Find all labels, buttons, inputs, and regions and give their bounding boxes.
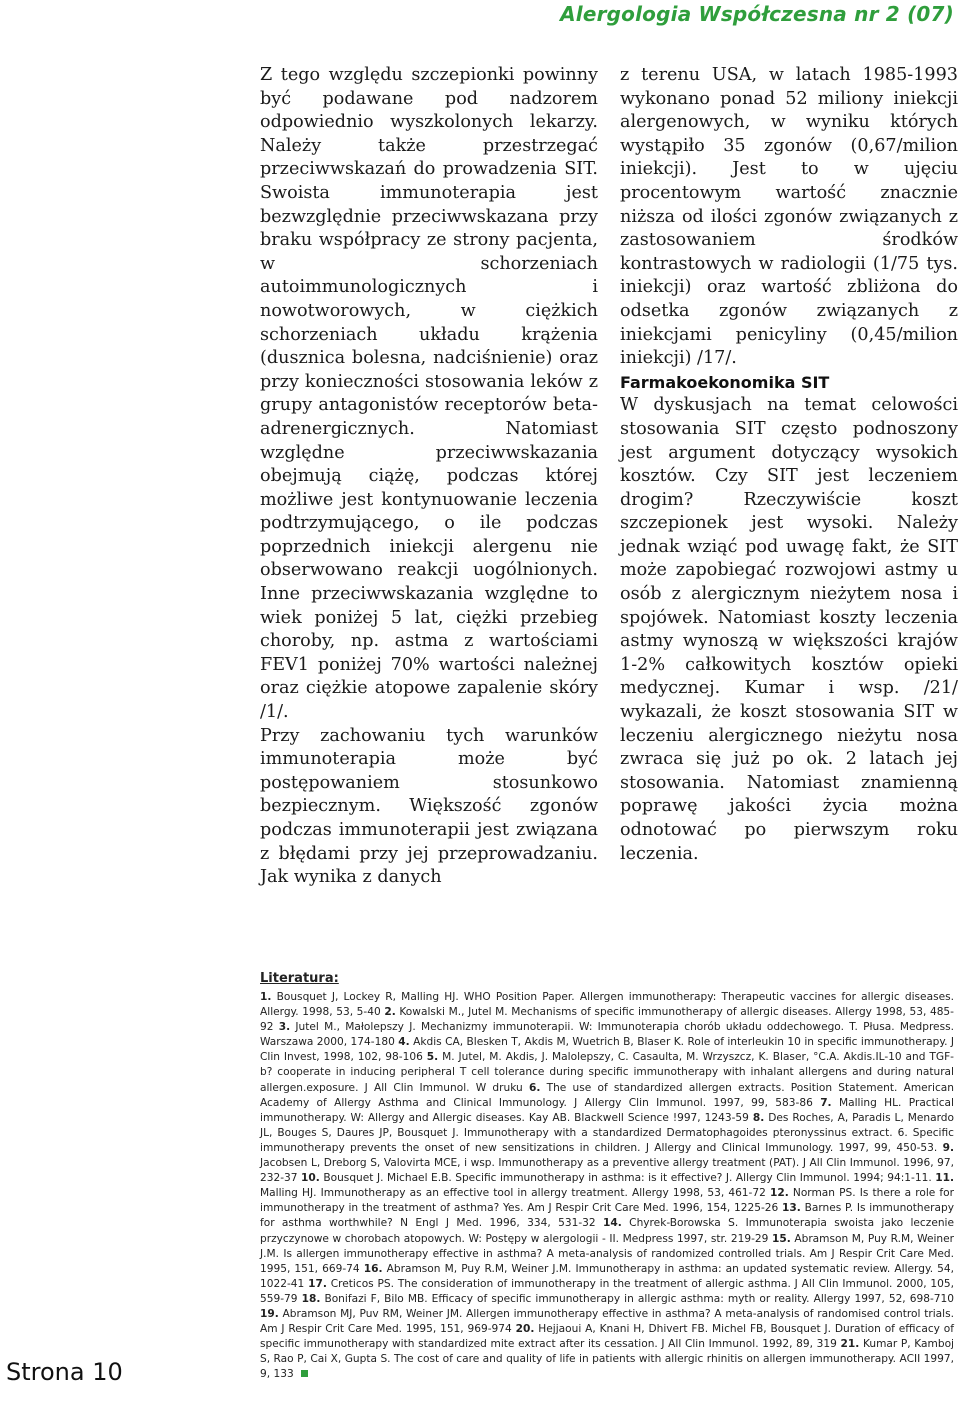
reference-number: 21.: [840, 1338, 860, 1351]
reference-text: Norman PS. Is there a role for immunotherapy in the treatment of asthma? Yes. Am J Respir Crit Care Med. 1996, 154, 1225-26: [260, 1187, 954, 1215]
reference-text: Bousquet J. Michael E.B. Specific immunotherapy in asthma: is it effective? J. Allergy Clin Immunol. 1994; 94:1-11.: [323, 1172, 932, 1185]
reference-number: 15.: [771, 1232, 791, 1245]
reference-number: 11.: [935, 1172, 954, 1185]
reference-text: Chyrek-Borowska S. Immunoterapia swoista jako leczenie przyczynowe w chorobach atopowych. W: Postępy w alergologii - II. Medpress 1997, str. 219-29: [260, 1217, 955, 1245]
reference-number: 8.: [752, 1111, 765, 1124]
reference-text: Jacobsen L, Dreborg S, Valovirta MCE, i wsp. Immunotherapy as a preventive allergy treatment (PAT). J All Clin Immunol. 1996, 97, 232-37: [260, 1157, 954, 1185]
body-paragraph: W dyskusjach na temat celowości stosowania SIT często podnoszony jest argument dotyczący wysokich kosztów. Czy SIT jest leczeniem drogim? Rzeczywiście koszt szczepionek jest wysoki. Należy jednak wziąć pod uwagę fakt, że SIT może zapobiegać rozwojowi astmy u osób z alergicznym nieżytem nosa i spojówek. Natomiast koszty leczenia astmy wynoszą w większości krajów 1-2% całkowitych kosztów opieki medycznej. Kumar i wsp. /21/ wykazali, że koszt stosowania SIT w leczeniu alergicznego nieżytu nosa zwraca się już po ok. 2 latach jej stosowania. Natomiast znamienną poprawę jakości życia można odnotować po pierwszym roku leczenia.: [620, 395, 958, 864]
references-list: [260, 990, 954, 1382]
reference-number: 19.: [260, 1307, 279, 1320]
reference-text: Des Roches, A, Paradis L, Menardo JL, Bouges S, Daures JP, Bousquet J. Immunotherapy with a standardized Dermatophagoides pteronyssinus extract. 6. Specific immunotherapy prevents the onset of new sensitizations in children. J Allergy and Clinical Immunology. 1997, 99, 450-53.: [260, 1111, 954, 1154]
body-paragraph: Przy zachowaniu tych warunków immunoterapia może być postępowaniem stosunkowo bezpiecznym. Większość zgonów podczas immunoterapii jest związana z błędami przy jej przeprowadzaniu. Jak wynika z danych: [260, 725, 598, 888]
reference-text: Barnes P. Is immunotherapy for asthma worthwhile? N Engl J Med. 1996, 334, 531-32: [260, 1202, 954, 1230]
reference-text: Bousquet J, Lockey R, Malling HJ. WHO Position Paper. Allergen immunotherapy: Therapeutic vaccines for allergic diseases. Allergy. 1998, 53, 5-40: [260, 991, 954, 1019]
reference-number: 7.: [820, 1096, 832, 1109]
reference-number: 13.: [782, 1202, 801, 1215]
reference-text: Hejjaoui A, Knani H, Dhivert FB. Michel FB, Bousquet J. Duration of efficacy of specific immunotherapy with standardized mite extract after its cessation. J All Clin Immunol. 1992, 89, 319: [260, 1323, 954, 1351]
reference-number: 10.: [301, 1172, 320, 1185]
reference-text: Abramson MJ, Puv RM, Weiner JM. Allergen immunotherapy effective in asthma? A meta-analysis of randomised control trials. Am J Respir Crit Care Med. 1995, 151, 969-974: [260, 1307, 954, 1336]
journal-title: Alergologia Współczesna nr 2 (07): [560, 2, 954, 26]
reference-number: 16.: [363, 1262, 383, 1275]
body-column-left: [260, 64, 598, 890]
reference-number: 12.: [769, 1187, 789, 1200]
references-section: [260, 970, 954, 1382]
reference-number: 9.: [942, 1141, 954, 1154]
reference-number: 18.: [301, 1292, 321, 1305]
reference-text: Malling HL. Practical immunotherapy. W: Allergy and Allergic diseases. Kay AB. Blackwell Science !997, 1243-59: [260, 1096, 954, 1124]
section-heading: Farmakoekonomika SIT: [620, 372, 830, 392]
end-of-article-mark: [301, 1370, 308, 1377]
body-paragraph: z terenu USA, w latach 1985-1993 wykonano ponad 52 miliony iniekcji alergenowych, w wyniku których wystąpiło 35 zgonów (0,67/milion iniekcji). Jest to w ujęciu procentowym wartość znacznie niższa od ilości zgonów związanych z zastosowaniem środków kontrastowych w radiologii (1/75 tys. iniekcji) oraz wartość zbliżona do odsetka zgonów związanych z iniekcjami penicyliny (0,45/milion iniekcji) /17/.: [620, 65, 958, 369]
reference-text: M. Jutel, M. Akdis, J. Malolepszy, C. Casaulta, M. Wrzyszcz, K. Blaser, °C.A. Akdis.IL-10 and TGF-b? cooperate in inducing peripheral T cell tolerance during specific immunotherapy with inhalant allergens and during natural allergen.exposure. J All Clin Immunol. W druku: [260, 1051, 955, 1094]
reference-number: 6.: [528, 1081, 541, 1094]
page-number: Strona 10: [6, 1358, 123, 1386]
reference-text: Bonifazi F, Bilo MB. Efficacy of specific immunotherapy in allergic asthma: myth or reality. Allergy 1997, 52, 698-710: [324, 1292, 954, 1305]
reference-number: 1.: [260, 991, 272, 1003]
reference-text: Abramson M, Puy R.M, Weiner J.M. Immunotherapy in asthma: an updated systematic review. Allergy. 54, 1022-41: [260, 1262, 955, 1290]
reference-number: 20.: [515, 1323, 535, 1336]
reference-number: 2.: [384, 1006, 396, 1019]
reference-text: The use of standardized allergen extracts. Position Statement. American Academy of Allergy Asthma and Clinical Immunology. J Allergy Clin Immunol. 1997, 99, 583-86: [260, 1081, 954, 1109]
body-paragraph: Z tego względu szczepionki powinny być podawane pod nadzorem odpowiednio wyszkolonych lekarzy. Należy także przestrzegać przeciwwskazań do prowadzenia SIT. Swoista immunoterapia jest bezwzględnie przeciwwskazana przy braku współpracy ze strony pacjenta, w schorzeniach autoimmunologicznych i nowotworowych, w ciężkich schorzeniach układu krążenia (dusznica bolesna, nadciśnienie) oraz przy konieczności stosowania leków z grupy antagonistów receptorów beta-adrenergicznych. Natomiast względne przeciwwskazania obejmują ciążę, podczas której możliwe jest kontynuowanie leczenia podtrzymującego, o ile podczas poprzednich iniekcji alergenu nie obserwowano reakcji uogólnionych. Inne przeciwwskazania względne to wiek poniżej 5 lat, ciężki przebieg choroby, np. astma z wartościami FEV1 poniżej 70% wartości należnej oraz ciężkie atopowe zapalenie skóry /1/.: [260, 65, 598, 723]
references-title: Literatura:: [260, 971, 339, 986]
reference-number: 3.: [278, 1021, 291, 1034]
body-column-right: [620, 64, 958, 866]
reference-text: Kowalski M., Jutel M. Mechanisms of specific immunotherapy of allergic diseases. Allergy 1998, 53, 485-92: [260, 1006, 954, 1034]
reference-text: Abramson M, Puy R.M, Weiner J.M. Is allergen immunotherapy effective in asthma? A meta-analysis of randomized controlled trials. Am J Respir Crit Care Med. 1995, 151, 669-74: [260, 1232, 955, 1275]
reference-number: 14.: [603, 1217, 622, 1230]
reference-text: Malling HJ. Immunotherapy as an effective tool in allergy treatment. Allergy 1998, 53, 461-72: [260, 1187, 766, 1200]
reference-text: Creticos PS. The consideration of immunotherapy in the treatment of allergic asthma. J All Clin Immunol. 2000, 105, 559-79: [260, 1277, 954, 1305]
reference-number: 5.: [426, 1051, 439, 1064]
reference-text: Jutel M., Małolepszy J. Mechanizmy immunoterapii. W: Immunoterapia chorób układu oddechowego. T. Płusa. Medpress. Warszawa 2000, 174-180: [260, 1021, 954, 1049]
reference-number: 17.: [308, 1277, 327, 1290]
reference-text: Kumar P, Kamboj S, Rao P, Cai X, Gupta S. The cost of care and quality of life in patients with allergic rhinitis on allergen immunotherapy. ACII 1997, 9, 133: [260, 1338, 954, 1381]
reference-text: Akdis CA, Blesken T, Akdis M, Wuetrich B, Blaser K. Role of interleukin 10 in specific immunotherapy. J Clin Invest, 1998, 102, 98-106: [260, 1036, 955, 1064]
reference-number: 4.: [398, 1036, 410, 1049]
